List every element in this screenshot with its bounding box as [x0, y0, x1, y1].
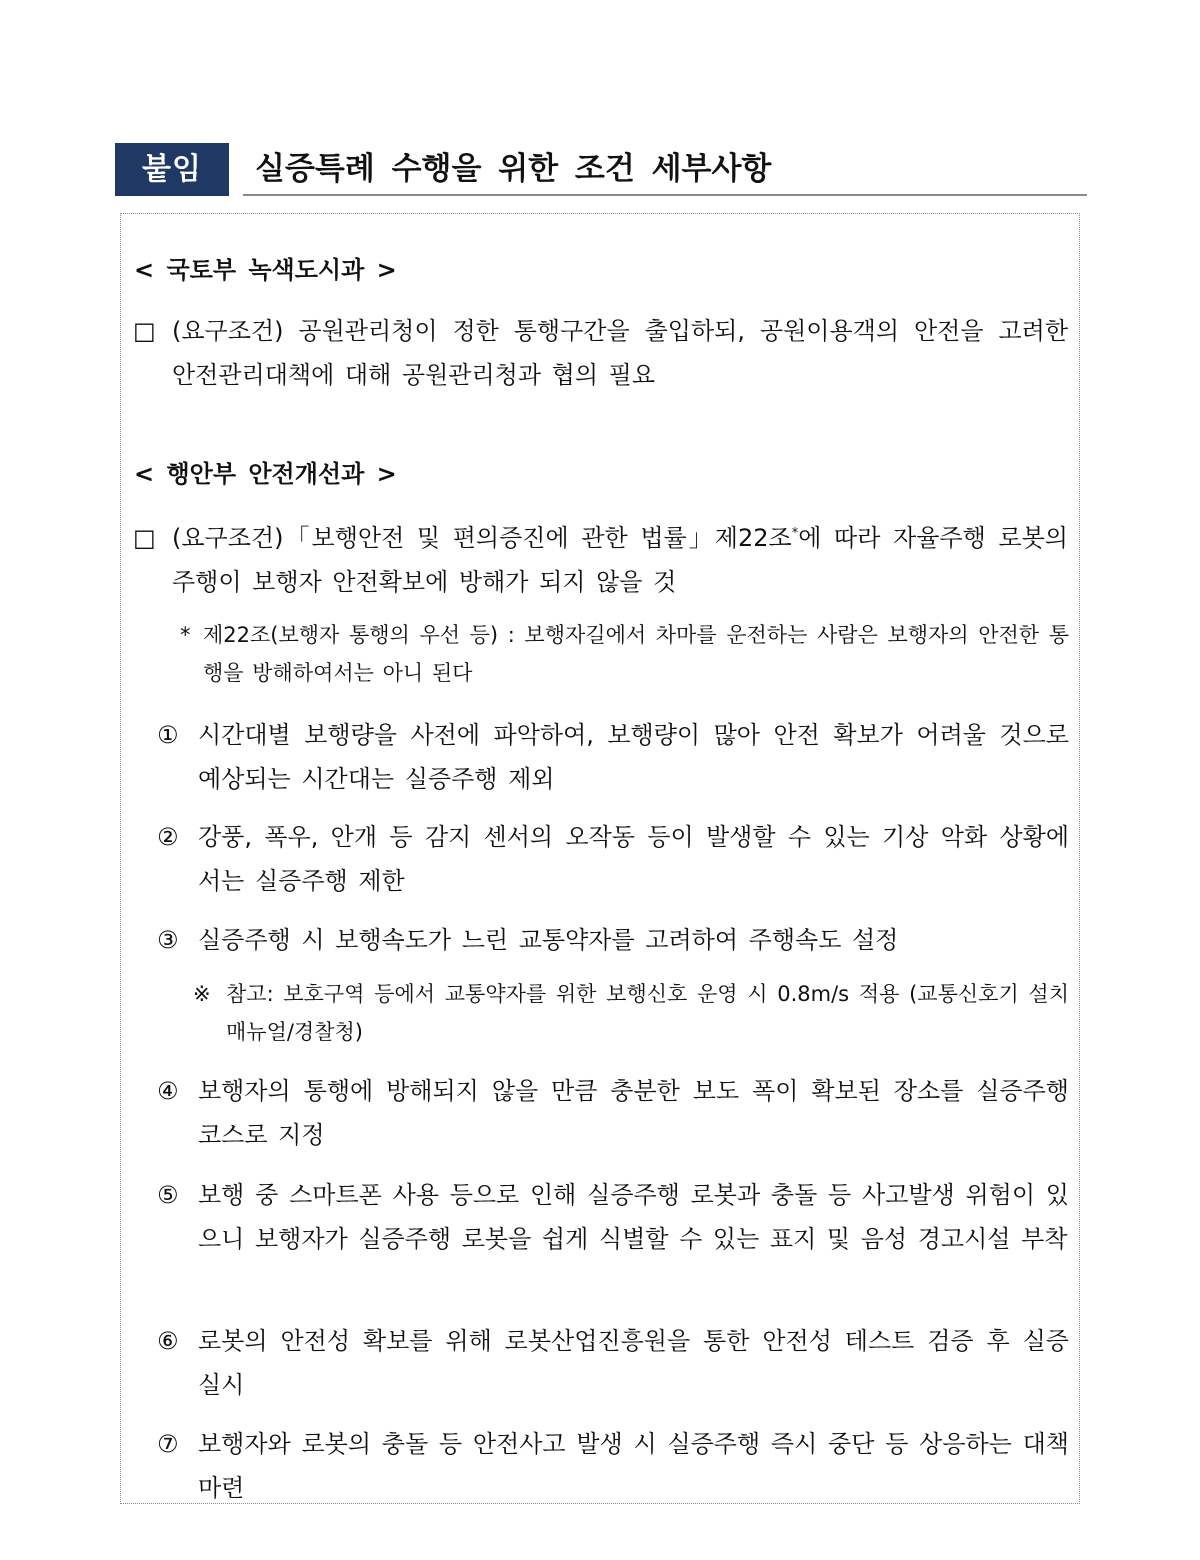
item-number: ③: [157, 926, 179, 954]
requirement-text-after: 에 따라 자율주행 로봇의 주행이 보행자 안전확보에 방해가 되지 않을 것: [172, 524, 1068, 596]
footnote-marker: *: [180, 623, 191, 647]
item-number: ⑤: [157, 1181, 179, 1209]
reference-note-text: 참고: 보호구역 등에서 교통약자를 위한 보행신호 운영 시 0.8m/s 적용 (교통신호기 설치 매뉴얼/경찰청): [226, 982, 1069, 1044]
item-number: ⑥: [157, 1327, 179, 1355]
requirement-molit: (요구조건) 공원관리청이 정한 통행구간을 출입하되, 공원이용객의 안전을 고려한 안전관리대책에 대해 공원관리청과 협의 필요: [172, 317, 1068, 389]
list-item: 로봇의 안전성 확보를 위해 로봇산업진흥원을 통한 안전성 테스트 검증 후 실증 실시: [198, 1327, 1069, 1399]
reference-note-marker: ※: [193, 982, 211, 1006]
list-item: 보행 중 스마트폰 사용 등으로 인해 실증주행 로봇과 충돌 등 사고발생 위험이 있으니 보행자가 실증주행 로봇을 쉽게 식별할 수 있는 표지 및 음성 경고시설 부착: [198, 1181, 1069, 1253]
item-number: ①: [157, 721, 179, 749]
list-item: 시간대별 보행량을 사전에 파악하여, 보행량이 많아 안전 확보가 어려울 것으로 예상되는 시간대는 실증주행 제외: [198, 721, 1069, 793]
footnote-text: 제22조(보행자 통행의 우선 등) : 보행자길에서 차마를 운전하는 사람은 보행자의 안전한 통행을 방해하여서는 아니 된다: [203, 623, 1069, 685]
requirement-mois: [172, 516, 1068, 604]
footnote-ref: *: [791, 526, 799, 541]
requirement-text-before: (요구조건)「보행안전 및 편의증진에 관한 법률」제22조: [172, 524, 792, 552]
list-item: 강풍, 폭우, 안개 등 감지 센서의 오작동 등이 발생할 수 있는 기상 악화 상황에서는 실증주행 제한: [198, 823, 1069, 895]
title-underline: [243, 194, 1087, 196]
list-item: 보행자와 로봇의 충돌 등 안전사고 발생 시 실증주행 즉시 중단 등 상응하는 대책 마련: [198, 1430, 1069, 1502]
section-heading-molit: < 국토부 녹색도시과 >: [134, 256, 397, 284]
item-number: ⑦: [157, 1430, 179, 1458]
section-heading-mois: < 행안부 안전개선과 >: [134, 460, 397, 488]
list-item: 실증주행 시 보행속도가 느린 교통약자를 고려하여 주행속도 설정: [198, 926, 899, 954]
checkbox-bullet: □: [133, 524, 156, 552]
item-number: ④: [157, 1077, 179, 1105]
document-header: [115, 143, 1087, 196]
attachment-badge: 붙임: [115, 143, 229, 196]
item-number: ②: [157, 823, 179, 851]
list-item: 보행자의 통행에 방해되지 않을 만큼 충분한 보도 폭이 확보된 장소를 실증주행 코스로 지정: [198, 1077, 1069, 1149]
checkbox-bullet: □: [133, 317, 156, 345]
page-title: 실증특례 수행을 위한 조건 세부사항: [255, 151, 772, 187]
